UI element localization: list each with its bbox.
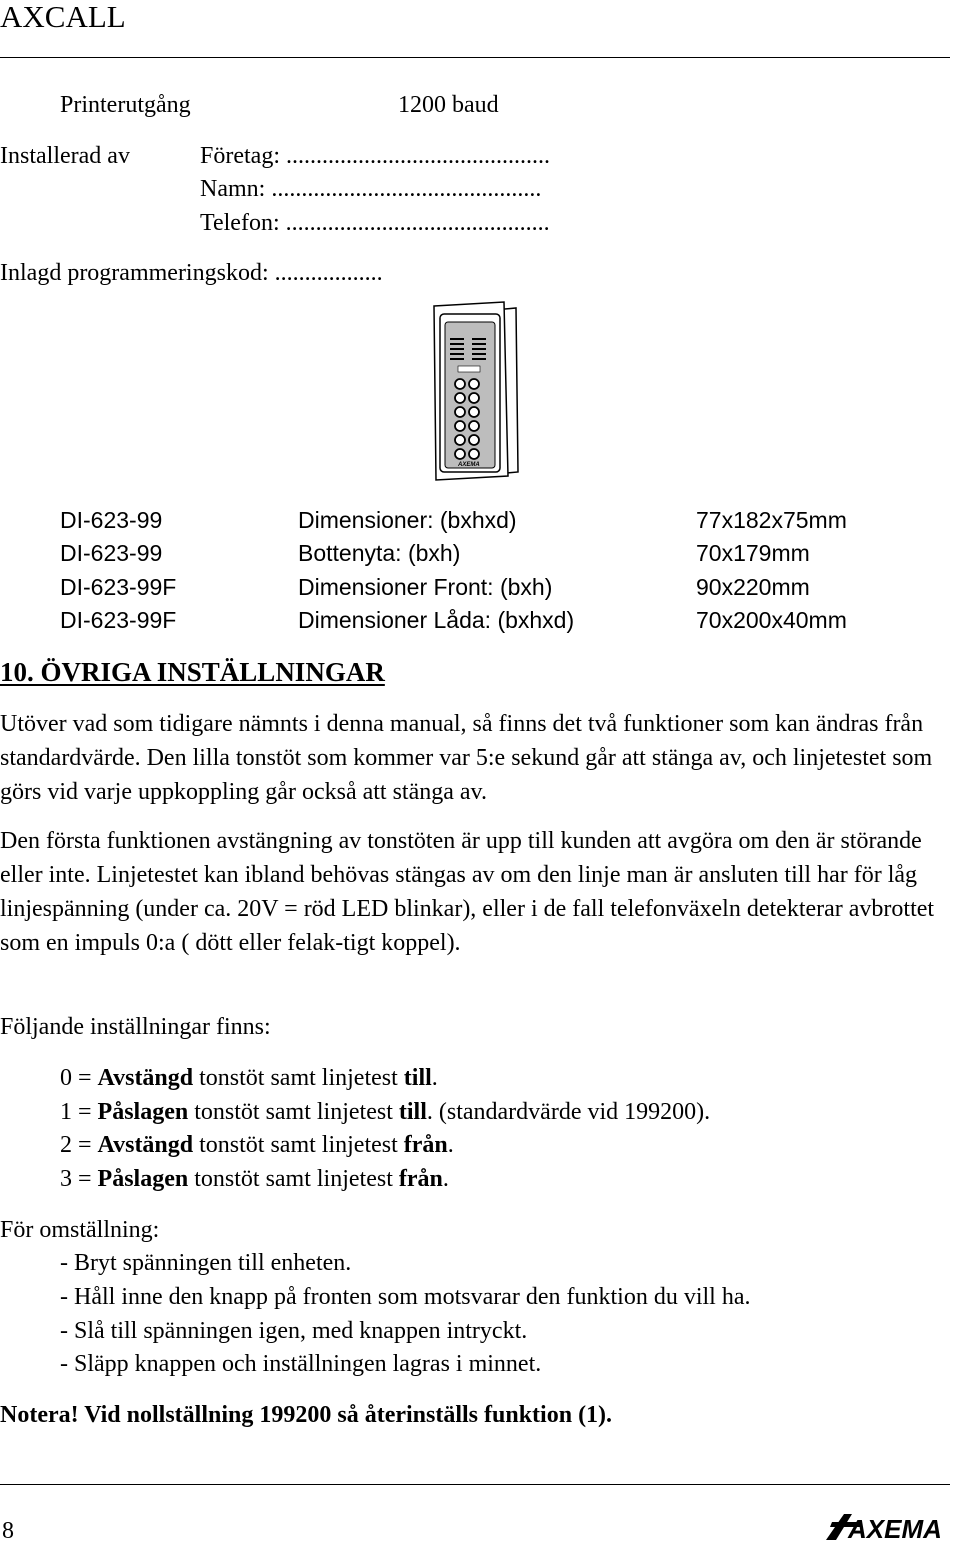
page-number: 8 [2,1518,14,1544]
dim-row-3-model: DI-623-99F [60,574,177,600]
install-phone: Telefon: ............................................ [200,210,550,236]
dim-row-2-value: 70x179mm [696,540,810,566]
setting-end: . (standardvärde vid 199200). [426,1099,711,1125]
setting-state: Påslagen [97,1099,189,1125]
setting-test: till [398,1099,427,1125]
dim-row-4-model: DI-623-99F [60,607,177,633]
dim-row-3-desc: Dimensioner Front: (bxh) [298,574,553,600]
paragraph-1-text: Utöver vad som tidigare nämnts i denna manual, så finns det två funktioner som kan ändras från standardvärde. Den lilla tonstöt som kommer var 5:e sekund går att stänga av, och linjetestet som görs vid varje uppkoppling går också att stänga av. [0,711,933,805]
dim-row-4-desc: Dimensioner Låda: (bxhxd) [298,607,575,633]
setting-state: Avstängd [97,1065,194,1091]
install-label: Installerad av [0,143,130,169]
section-paragraph-2 [0,824,950,960]
step-item: - Slå till spänningen igen, med knappen intryckt. [60,1318,528,1344]
axema-logo-text: AXEMA [848,1514,942,1542]
dim-row-2-model: DI-623-99 [60,540,163,566]
device-logo: AXEMA [458,462,480,468]
setting-item-1 [60,1099,710,1125]
step-item: - Släpp knappen och inställningen lagras i minnet. [60,1351,542,1377]
printer-label: Printerutgång [60,92,191,118]
step-item: - Bryt spänningen till enheten. [60,1250,352,1276]
dim-row-3-value: 90x220mm [696,574,810,600]
setting-end: . [447,1132,454,1158]
setting-num: 3 = [60,1166,98,1192]
setting-test: från [398,1166,443,1192]
step-item: - Håll inne den knapp på fronten som motsvarar den funktion du vill ha. [60,1284,751,1310]
setting-state: Avstängd [97,1132,194,1158]
setting-item-0 [60,1065,438,1091]
axema-logo-graphic [822,1510,956,1542]
section-heading: 10. ÖVRIGA INSTÄLLNINGAR [0,657,385,687]
setting-state: Påslagen [97,1166,189,1192]
door-intercom-illustration [428,300,524,486]
install-company: Företag: ............................................ [200,143,550,169]
settings-intro: Följande inställningar finns: [0,1014,271,1040]
paragraph-2-text: Den första funktionen avstängning av tonstöten är upp till kunden att avgöra om den är störande eller inte. Linjetestet kan ibland behövas stängas av om den linje man är ansluten till har för låg linjespänning (under ca. 20V = röd LED blinkar), eller i de fall telefonväxeln detekterar avbrottet som en impuls 0:a ( dött eller felak-tigt koppel). [0,828,935,956]
dim-row-1-model: DI-623-99 [60,507,163,533]
section-paragraph-1 [0,707,950,809]
setting-item-3 [60,1166,449,1192]
setting-end: . [431,1065,438,1091]
setting-mid: tonstöt samt linjetest [193,1132,404,1158]
dim-row-1-value: 77x182x75mm [696,507,847,533]
setting-num: 2 = [60,1132,98,1158]
dim-row-2-desc: Bottenyta: (bxh) [298,540,461,566]
footer-rule [0,1484,950,1485]
setting-end: . [442,1166,449,1192]
setting-item-2 [60,1132,454,1158]
axema-logo [822,1510,956,1542]
setting-test: från [403,1132,448,1158]
steps-intro: För omställning: [0,1217,160,1243]
dim-row-4-value: 70x200x40mm [696,607,847,633]
printer-value: 1200 baud [398,92,499,118]
setting-num: 1 = [60,1099,98,1125]
setting-num: 0 = [60,1065,98,1091]
setting-mid: tonstöt samt linjetest [193,1065,404,1091]
header-rule [0,57,950,58]
reset-note: Notera! Vid nollställning 199200 så återinställs funktion (1). [0,1402,613,1428]
setting-mid: tonstöt samt linjetest [188,1099,399,1125]
programming-code: Inlagd programmeringskod: .................. [0,260,383,286]
dim-row-1-desc: Dimensioner: (bxhxd) [298,507,517,533]
setting-mid: tonstöt samt linjetest [188,1166,399,1192]
setting-test: till [403,1065,432,1091]
install-name: Namn: ............................................. [200,176,542,202]
page-header-title: AXCALL [0,0,126,34]
